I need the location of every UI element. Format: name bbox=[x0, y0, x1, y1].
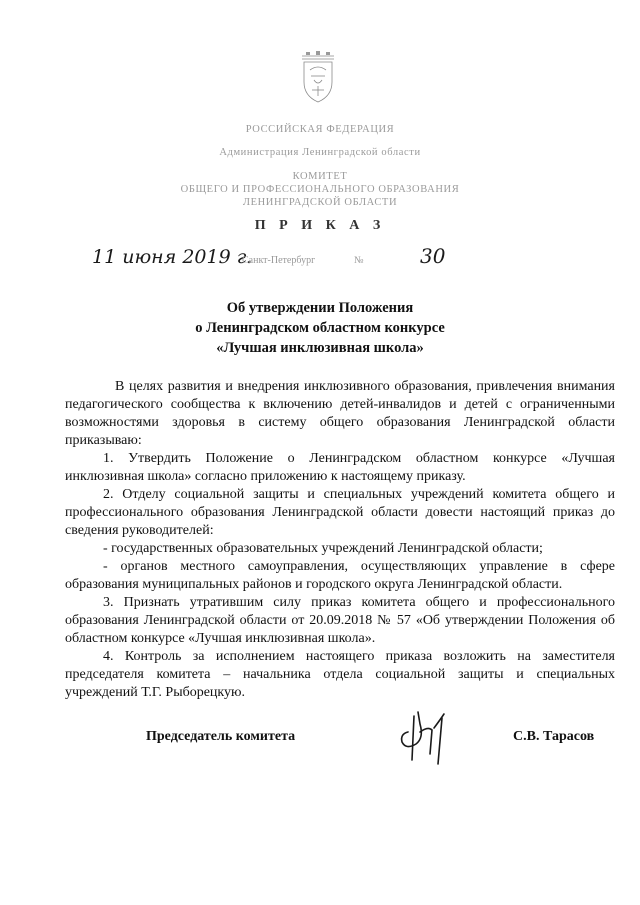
paragraph-subitem-1: - государственных образовательных учреждений Ленинградской области; bbox=[103, 541, 543, 556]
paragraph-subitem-2: - органов местного самоуправления, осуществляющих управление в сфере образования муниципальных районов и городского округа Ленинградской области. bbox=[65, 559, 615, 592]
order-date: 11 июня 2019 г. bbox=[92, 246, 253, 268]
handwritten-signature-icon bbox=[390, 702, 470, 768]
document-title-line1: Об утверждении Положения bbox=[226, 300, 414, 316]
order-place: Санкт-Петербург bbox=[242, 255, 316, 266]
header-committee bbox=[0, 170, 640, 209]
header-committee-line2: ОБЩЕГО И ПРОФЕССИОНАЛЬНОГО ОБРАЗОВАНИЯ bbox=[180, 184, 460, 195]
order-number: 30 bbox=[420, 244, 446, 268]
paragraph-item-4: 4. Контроль за исполнением настоящего приказа возложить на заместителя председателя комитета – начальника отдела социальной защиты и специальных учреждений Т.Г. Рыборецкую. bbox=[65, 649, 615, 700]
document-title bbox=[0, 298, 640, 358]
header-country: РОССИЙСКАЯ ФЕДЕРАЦИЯ bbox=[245, 124, 395, 135]
header-committee-line1: КОМИТЕТ bbox=[292, 171, 348, 182]
signatory-name: С.В. Тарасов bbox=[513, 729, 595, 744]
order-number-sign: № bbox=[354, 255, 364, 266]
paragraph-item-3: 3. Признать утратившим силу приказ комитета общего и профессионального образования Ленинградской области от 20.09.2018 № 57 «Об утверждении Положения об областном конкурсе «Лучшая инклюзивная школа». bbox=[65, 595, 615, 646]
date-number-line bbox=[92, 244, 472, 274]
paragraph-preamble: В целях развития и внедрения инклюзивного образования, привлечения внимания педагогического сообщества к включению детей-инвалидов и детей с ограниченными возможностями здоровья в систему общего образования Ленинградской области приказываю: bbox=[65, 379, 615, 448]
document-title-line2: о Ленинградском областном конкурсе bbox=[195, 320, 445, 336]
paragraph-item-1: 1. Утвердить Положение о Ленинградском областном конкурсе «Лучшая инклюзивная школа» согласно приложению к настоящему приказу. bbox=[65, 451, 615, 484]
header-committee-line3: ЛЕНИНГРАДСКОЙ ОБЛАСТИ bbox=[242, 197, 398, 208]
header-region: Администрация Ленинградской области bbox=[219, 147, 421, 158]
document-title-line3: «Лучшая инклюзивная школа» bbox=[216, 340, 424, 356]
signature-role: Председатель комитета bbox=[146, 729, 296, 744]
coat-of-arms-icon bbox=[296, 50, 340, 112]
document-body bbox=[65, 378, 615, 702]
order-title: П Р И К А З bbox=[254, 218, 386, 233]
paragraph-item-2: 2. Отделу социальной защиты и специальных учреждений комитета общего и профессионального образования Ленинградской области довести настоящий приказ до сведения руководителей: bbox=[65, 487, 615, 538]
